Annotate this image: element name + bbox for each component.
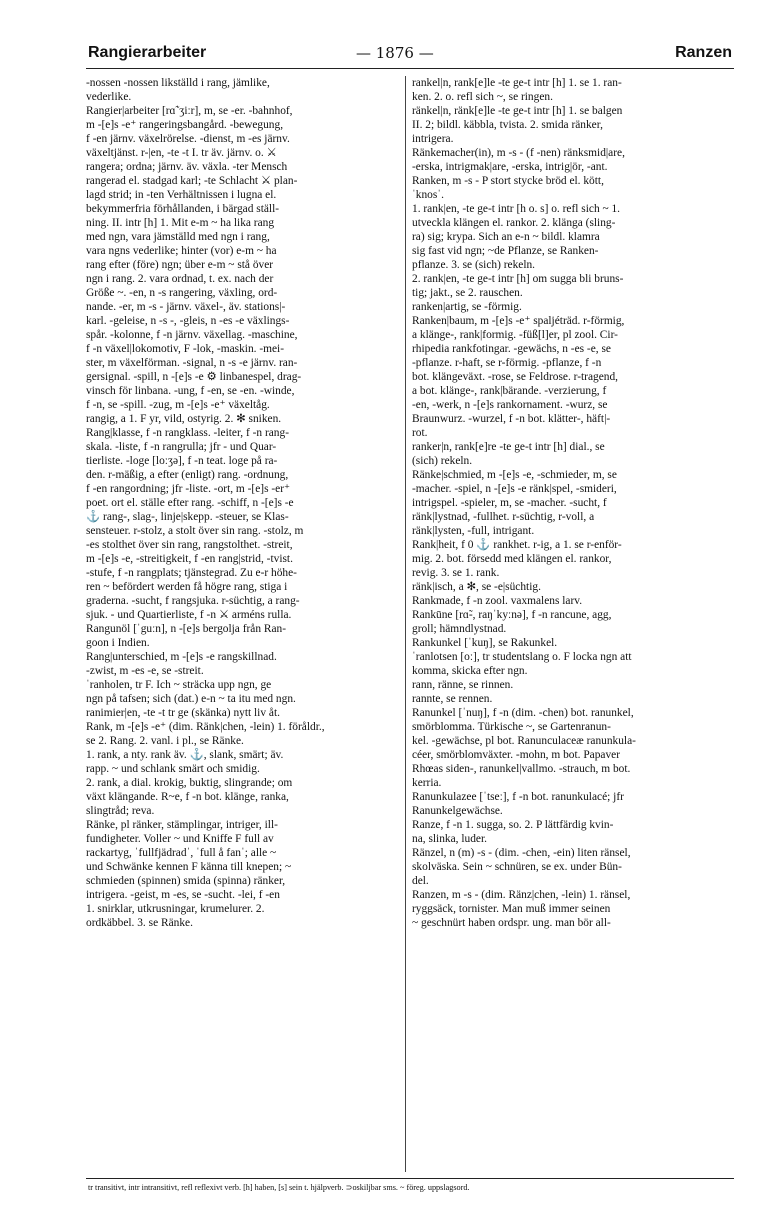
text-line: a klänge-, rank|formig. -füß[l]er, pl zool. Cir- [412, 329, 618, 341]
text-line: komma, skicka efter ngn. [412, 665, 528, 677]
text-line: Ränke|schmied, m -[e]s -e, -schmieder, m, se [412, 469, 617, 481]
text-line: ranimier|en, -te -t tr ge (skänka) nytt liv åt. [86, 707, 280, 719]
text-line: spår. -kolonne, f -n järnv. växellag. -maschine, [86, 329, 298, 341]
text-line: Rankmade, f -n zool. vaxmalens larv. [412, 595, 583, 607]
text-line: gersignal. -spill, n -[e]s -e ⚙ linbanespel, drag- [86, 371, 302, 383]
footer-rule [86, 1178, 734, 1179]
text-line: (sich) rekeln. [412, 455, 473, 467]
text-line: rangerad el. stadgad karl; -te Schlacht ⚔ plan- [86, 175, 298, 187]
text-line: ren ~ befördert werden få högre rang, stiga i [86, 581, 288, 593]
text-line: med ngn, vara jämställd med ngn i rang, [86, 231, 270, 243]
text-line: vederlike. [86, 91, 132, 103]
text-line: Ränke, pl ränker, stämplingar, intriger, ill- [86, 819, 278, 831]
text-line: Größe ~. -en, n -s rangering, växling, ord- [86, 287, 278, 299]
text-line: graderna. -sucht, f rangsjuka. r-süchtig, a rang- [86, 595, 300, 607]
text-line: sig fast vid ngn; ~de Pflanze, se Ranken- [412, 245, 599, 257]
text-line: slingtråd; reva. [86, 805, 155, 817]
text-line: skolväska. Sein ~ schnüren, se ex. under Bün- [412, 861, 622, 873]
text-line: Ränkemacher(in), m -s - (f -nen) ränksmid|are, [412, 147, 625, 159]
text-line: ngn på tafsen; sich (dat.) e-n ~ ta itu med ngn. [86, 693, 296, 705]
text-line: ˈranlotsen [oː], tr studentslang o. F locka ngn att [412, 651, 632, 663]
text-line: mig. 2. bot. försedd med klängen el. rankor, [412, 553, 612, 565]
text-line: Ranunkulazee [ˈtseː], f -n bot. ranunkulacé; jfr [412, 791, 624, 803]
text-line: -zwist, m -es -e, se -streit. [86, 665, 204, 677]
text-line: f -n, se -spill. -zug, m -[e]s -e⁺ växeltåg. [86, 399, 270, 411]
text-line: sjuk. - und Quartierliste, f -n ⚔ arméns rulla. [86, 609, 292, 621]
text-line: Rang|klasse, f -n rangklass. -leiter, f -n rang- [86, 427, 289, 439]
text-line: rot. [412, 427, 428, 439]
text-line: céer, smörblomväxter. -mohn, m bot. Papaver [412, 749, 621, 761]
text-line: 2. rank|en, -te ge-t intr [h] om sugga bli bruns- [412, 273, 624, 285]
text-line: 1. snirklar, utkrusningar, krumelurer. 2. [86, 903, 265, 915]
text-line: karl. -geleise, n -s -, -gleis, n -es -e växlings- [86, 315, 290, 327]
text-line: skala. -liste, f -n rangrulla; jfr - und Quar- [86, 441, 277, 453]
text-line: kerria. [412, 777, 442, 789]
text-line: Rankunkel [ˈkuŋ], se Rakunkel. [412, 637, 558, 649]
text-line: 1. rank|en, -te ge-t intr [h o. s] o. refl sich ~ 1. [412, 203, 621, 215]
text-line: intrigera. -geist, m -es, se -sucht. -lei, f -en [86, 889, 280, 901]
text-line: rhipedia rankfotingar. -gewächs, n -es -e, se [412, 343, 611, 355]
text-line: ranker|n, rank[e]re -te ge-t intr [h] dial., se [412, 441, 605, 453]
text-line: -nossen -nossen likställd i rang, jämlike, [86, 77, 270, 89]
text-line: Ranze, f -n 1. sugga, so. 2. P lättfärdig kvin- [412, 819, 614, 831]
text-line: poet. ort el. ställe efter rang. -schiff, n -[e]s -e [86, 497, 294, 509]
text-line: bot. klängeväxt. -rose, se Feldrose. r-tragend, [412, 371, 619, 383]
text-line: -pflanze. r-haft, se r-förmig. -pflanze, f -n [412, 357, 602, 369]
left-column [86, 76, 399, 930]
text-line: rang efter (före) ngn; über e-m ~ stå över [86, 259, 274, 271]
text-line: a bot. klänge-, rank|bärande. -verzierung, f [412, 385, 607, 397]
text-line: Rankūne [rɑ̃-, raŋˈkyːnə], f -n rancune, agg, [412, 609, 612, 621]
text-line: Rhœas siden-, ranunkel|vallmo. -strauch, m bot. [412, 763, 631, 775]
text-line: Rank, m -[e]s -e⁺ (dim. Ränk|chen, -lein) 1. föråldr., [86, 721, 325, 733]
text-line: ngn i rang. 2. vara ordnad, t. ex. nach der [86, 273, 274, 285]
abbreviation-footer: tr transitivt, intr intransitivt, refl reflexivt verb. [h] haben, [s] sein t. hjälpverb. ⊃oskiljbar sms. ~ föreg. uppslagsord. [88, 1183, 470, 1192]
page-number: — 1876 — [356, 44, 434, 62]
text-line: smörblomma. Türkische ~, se Gartenranun- [412, 721, 611, 733]
text-line: bekymmerfria förhållanden, i bärgad ställ- [86, 203, 280, 215]
text-line: Ranken, m -s - P stort stycke bröd el. kött, [412, 175, 604, 187]
text-line: ranken|artig, se -förmig. [412, 301, 522, 313]
text-line: växeltjänst. r-|en, -te -t I. tr äv. järnv. o. ⚔ [86, 147, 277, 159]
text-line: vinsch för linbana. -ung, f -en, se -en. -winde, [86, 385, 295, 397]
text-line: ränkel|n, ränk[e]le -te ge-t intr [h] 1. se balgen [412, 105, 623, 117]
text-line: ränk|isch, a ✻, se -e|süchtig. [412, 581, 541, 593]
text-line: intrigera. [412, 133, 454, 145]
text-line: rannte, se rennen. [412, 693, 493, 705]
text-line: växt klängande. R~e, f -n bot. klänge, ranka, [86, 791, 289, 803]
text-line: Rangier|arbeiter [rɑ̃ˈʒiːr], m, se -er. -bahnhof, [86, 105, 293, 117]
text-line: Ranzen, m -s - (dim. Ränz|chen, -lein) 1. ränsel, [412, 889, 631, 901]
column-divider [405, 76, 406, 1172]
text-line: m -[e]s -e, -streitigkeit, f -en rang|strid, -tvist. [86, 553, 293, 565]
text-line: del. [412, 875, 429, 887]
text-line: rankel|n, rank[e]le -te ge-t intr [h] 1. se 1. ran- [412, 77, 622, 89]
text-line: schmieden (spinnen) smida (spinna) ränker, [86, 875, 286, 887]
text-line: m -[e]s -e⁺ rangeringsbangård. -bewegung, [86, 119, 284, 131]
text-line: revig. 3. se 1. rank. [412, 567, 500, 579]
right-column [412, 76, 734, 930]
text-line: ster, m växelförman. -signal, n -s -e järnv. ran- [86, 357, 298, 369]
text-line: ˈknosˈ. [412, 189, 444, 201]
text-line: ränk|lysten, -full, intrigant. [412, 525, 535, 537]
text-line: lagd strid; in -ten Verhältnissen i lugna el. [86, 189, 277, 201]
text-line: tig; jakt., se 2. rauschen. [412, 287, 523, 299]
text-line: f -en rangordning; jfr -liste. -ort, m -[e]s -er⁺ [86, 483, 291, 495]
text-line: Ranunkelgewächse. [412, 805, 503, 817]
running-head-first-entry: Rangierarbeiter [88, 44, 207, 61]
text-line: se 2. Rang. 2. vanl. i pl., se Ränke. [86, 735, 244, 747]
text-line: Ranken|baum, m -[e]s -e⁺ spaljéträd. r-förmig, [412, 315, 625, 327]
text-line: tierliste. -loge [loːʒə], f -n teat. loge på ra- [86, 455, 278, 467]
text-line: rackartyg, ˈfullfjädradˈ, ˈfull å fanˈ; alle ~ [86, 847, 277, 859]
text-line: ryggsäck, tornister. Man muß immer seinen [412, 903, 611, 915]
text-line: 2. rank, a dial. krokig, buktig, slingrande; om [86, 777, 293, 789]
text-line: Braunwurz. -wurzel, f -n bot. klätter-, häft|- [412, 413, 611, 425]
text-line: -es stolthet över sin rang, rangstolthet. -streit, [86, 539, 293, 551]
text-line: ordkäbbel. 3. se Ränke. [86, 917, 193, 929]
text-line: ˈranholen, tr F. Ich ~ sträcka upp ngn, ge [86, 679, 272, 691]
text-line: und Schwänke kennen F känna till knepen; ~ [86, 861, 292, 873]
text-line: f -en järnv. växelrörelse. -dienst, m -es järnv. [86, 133, 290, 145]
text-line: Ränzel, n (m) -s - (dim. -chen, -ein) liten ränsel, [412, 847, 631, 859]
running-head-last-entry: Ranzen [675, 44, 732, 61]
text-line: kel. -gewächse, pl bot. Ranunculaceæ ranunkula- [412, 735, 636, 747]
text-line: pflanze. 3. se (sich) rekeln. [412, 259, 536, 271]
text-line: Rangunöl [ˈguːn], n -[e]s bergolja från Ran- [86, 623, 287, 635]
text-line: ning. II. intr [h] 1. Mit e-m ~ ha lika rang [86, 217, 275, 229]
text-line: ränk|lystnad, -fullhet. r-süchtig, r-voll, a [412, 511, 595, 523]
text-line: nande. -er, m -s - järnv. växel-, äv. stations|- [86, 301, 286, 313]
header-rule [86, 68, 734, 69]
text-line: fundigheter. Voller ~ und Kniffe F full av [86, 833, 274, 845]
text-line: f -n växel|lokomotiv, F -lok, -maskin. -mei- [86, 343, 284, 355]
text-line: Rank|heit, f 0 ⚓ rankhet. r-ig, a 1. se r-enför- [412, 539, 622, 551]
text-line: ~ geschnürt haben ordspr. ung. man bör all- [412, 917, 611, 929]
text-line: utveckla klängen el. rankor. 2. klänga (sling- [412, 217, 616, 229]
text-line: rann, ränne, se rinnen. [412, 679, 514, 691]
text-line: ken. 2. o. refl sich ~, se ringen. [412, 91, 553, 103]
text-line: ra) sig; krypa. Sich an e-n ~ bildl. klamra [412, 231, 600, 243]
text-line: rangera; ordna; järnv. äv. växla. -ter Mensch [86, 161, 288, 173]
text-line: Ranunkel [ˈnuŋ], f -n (dim. -chen) bot. ranunkel, [412, 707, 634, 719]
text-line: -macher. -spiel, n -[e]s -e ränk|spel, -smideri, [412, 483, 617, 495]
text-line: den. r-mäßig, a efter (enligt) rang. -ordnung, [86, 469, 289, 481]
text-line: groll; hämndlystnad. [412, 623, 507, 635]
text-line: na, slinka, luder. [412, 833, 487, 845]
text-line: Rang|unterschied, m -[e]s -e rangskillnad. [86, 651, 277, 663]
text-line: sensteuer. r-stolz, a stolt över sin rang. -stolz, m [86, 525, 304, 537]
text-line: vara ngns vederlike; hinter (vor) e-m ~ ha [86, 245, 277, 257]
text-line: II. 2; bildl. käbbla, tvista. 2. smida ränker, [412, 119, 603, 131]
text-line: -erska, intrigmak|are, -erska, intrig|ör, -ant. [412, 161, 608, 173]
text-line: rangig, a 1. F yr, vild, ostyrig. 2. ✻ sniken. [86, 413, 282, 425]
text-line: ⚓ rang-, slag-, linje|skepp. -steuer, se Klas- [86, 511, 289, 523]
text-line: 1. rank, a nty. rank äv. ⚓, slank, smärt; äv. [86, 749, 284, 761]
text-line: rapp. ~ und schlank smärt och smidig. [86, 763, 260, 775]
text-line: intrigspel. -spieler, m, se -macher. -sucht, f [412, 497, 607, 509]
text-line: goon i Indien. [86, 637, 150, 649]
text-line: -en, -werk, n -[e]s rankornament. -wurz, se [412, 399, 608, 411]
text-line: -stufe, f -n rangplats; tjänstegrad. Zu e-r höhe- [86, 567, 297, 579]
